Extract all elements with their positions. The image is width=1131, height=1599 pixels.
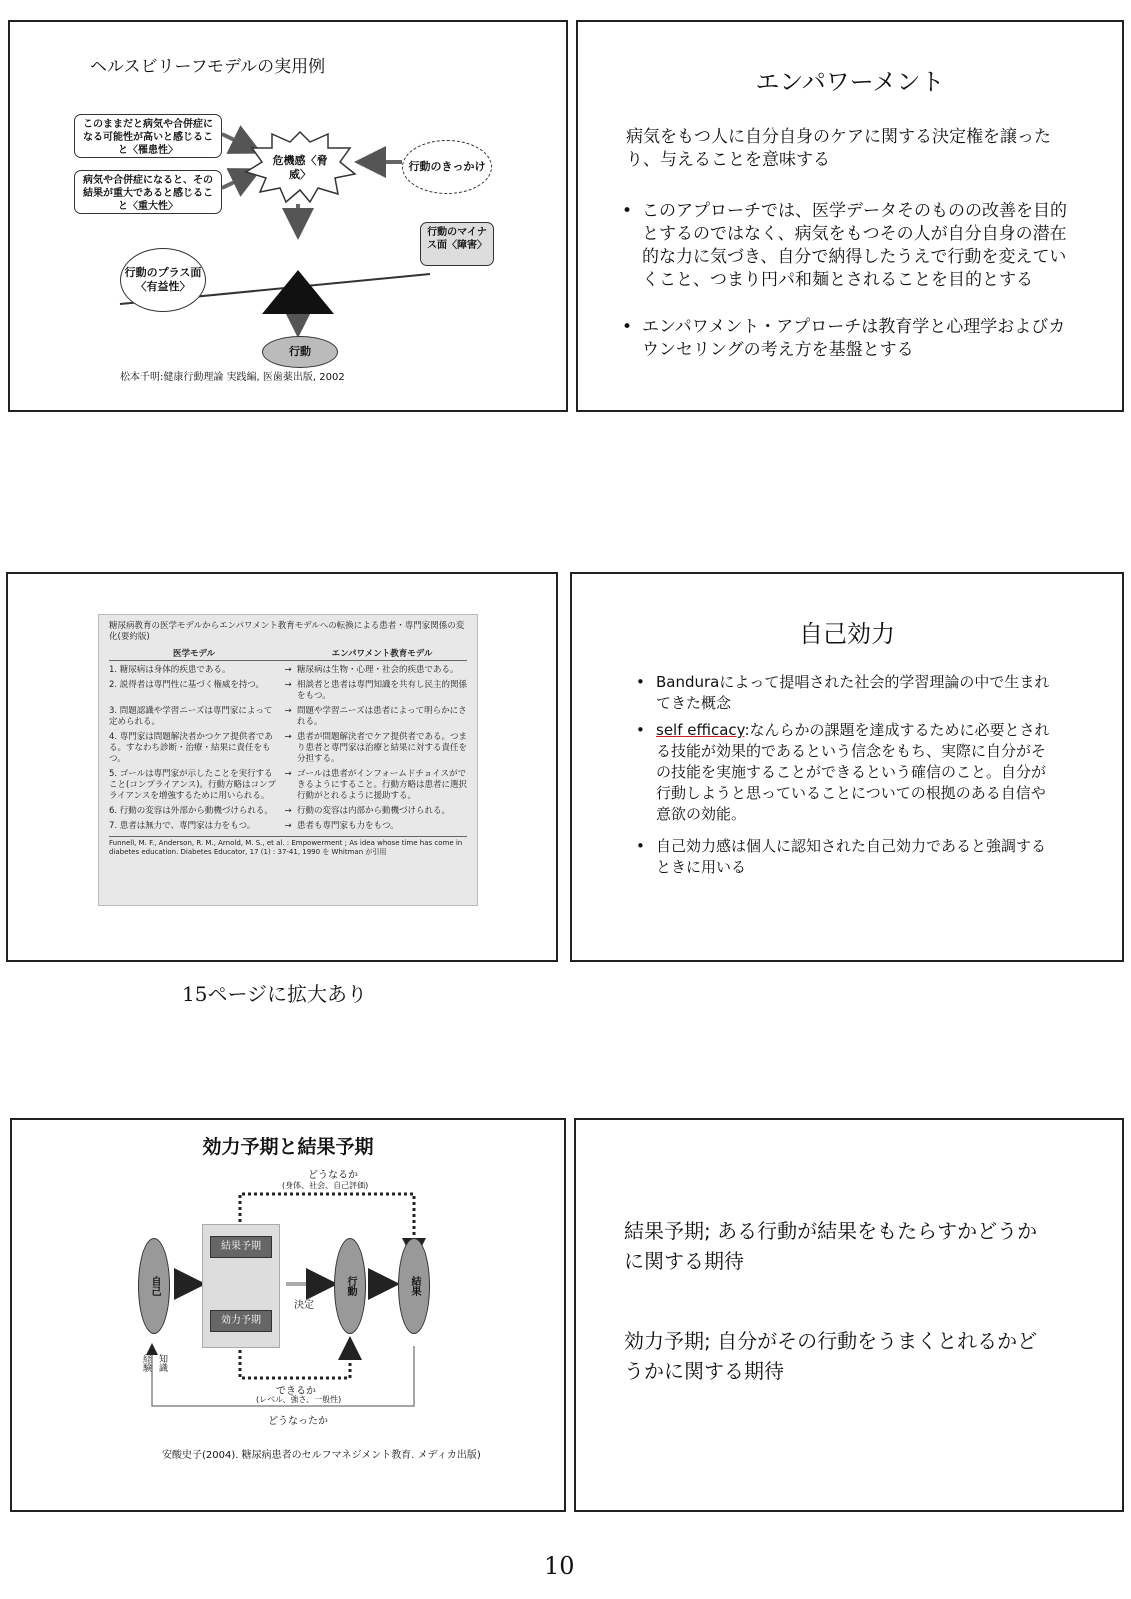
slide-expectation-definitions [574,1118,1124,1512]
table-cell-empowerment: 行動の変容は内部から動機づけられる。 [297,806,451,816]
table-row [109,680,467,702]
slide4-bullet-2 [632,720,1052,825]
slide5-citation: 安酸史子(2004). 糖尿病患者のセルフマネジメント教育. メディカ出版) [162,1450,481,1461]
table-reference: Funnell, M. F., Anderson, R. M., Arnold, M. S., et al. : Empowerment ; As idea whose time has come in diabetes education. Diabetes Educator, 17 (1) : 37-41, 1990 を Whitman が引用 [109,836,467,857]
slide4-title: 自己効力 [799,620,895,648]
slide-efficacy-outcome-diagram [10,1118,566,1512]
barriers-box: 行動のマイナス面〈障害〉 [420,222,494,266]
slide4-bullet-3: • 自己効力感は個人に認知された自己効力であると強調するときに用いる [632,836,1052,878]
table-arrow: → [284,769,292,779]
slide-empowerment [576,20,1124,412]
table-row [109,665,467,676]
decision-label: 決定 [294,1300,314,1311]
severity-box: 病気や合併症になると、その結果が重大であると感じること〈重大性〉 [74,170,222,214]
table-title: 糖尿病教育の医学モデルからエンパワメント教育モデルへの転換による患者・専門家関係の変化(要約版) [109,621,465,642]
table-cell-empowerment: ゴールは患者がインフォームドチョイスができるようにすること。行動方略は患者に選択行動がとれるように援助する。 [297,769,468,801]
efficacy-expectation-definition: 効力予期; 自分がその行動をうまくとれるかどうかに関する期待 [624,1329,1038,1383]
outcome-expectation-box: 結果予期 [210,1236,272,1258]
table-cell-empowerment: 患者も専門家も力をもつ。 [297,821,399,831]
behavior-ellipse: 行動 [334,1238,366,1334]
table-arrow: → [284,680,292,690]
bottom-label: できるか [276,1386,316,1397]
comparison-table [98,614,478,906]
efficacy-expectation-box: 効力予期 [210,1310,272,1332]
benefits-ellipse: 行動のプラス面〈有益性〉 [120,248,206,312]
fulcrum-triangle [262,270,334,314]
slide1-title: ヘルスビリーフモデルの実用例 [90,57,326,77]
threat-label: 危機感〈脅威〉 [272,154,328,181]
table-cell-empowerment: 患者が問題解決者でケア提供者である。つまり患者と専門家は治療と結果に対する責任を分担する。 [297,732,468,764]
table-arrow: → [284,806,292,816]
slide2-title: エンパワーメント [755,68,945,96]
table-row [109,706,467,728]
table-cell-medical: 7. 患者は無力で、専門家は力をもつ。 [109,821,256,831]
table-cell-medical: 5. ゴールは専門家が示したことを実行すること(コンプライアンス)。行動方略はコンプライアンスを増強するために用いられる。 [109,769,277,801]
self-efficacy-term: self efficacy [656,721,745,739]
table-body [109,665,467,832]
cue-ellipse: 行動のきっかけ [402,140,492,194]
action-ellipse: 行動 [262,336,338,368]
table-header: 医学モデル エンパワメント教育モデル [109,649,467,661]
slide2-definition: 病気をもつ人に自分自身のケアに関する決定権を譲ったり、与えることを意味する [626,127,1051,170]
table-cell-medical: 6. 行動の変容は外部から動機づけられる。 [109,806,273,816]
slide-model-comparison [6,572,558,962]
table-arrow: → [284,732,292,742]
table-row [109,732,467,765]
table-arrow: → [284,665,292,675]
table-row [109,806,467,817]
top-sub-label: (身体、社会、自己評価) [282,1181,369,1190]
slide4-bullet-1: • Banduraによって提唱された社会的学習理論の中で生まれてきた概念 [632,672,1052,714]
table-cell-empowerment: 相談者と患者は専門知識を共有し民主的関係をもつ。 [297,680,468,701]
self-ellipse: 自己 [138,1238,170,1334]
slide2-bullet-2: • エンパワメント・アプローチは教育学と心理学およびカウンセリングの考え方を基盤とする [618,316,1078,362]
bottom-sub-label: (レベル、強さ、一般性) [256,1395,342,1404]
result-ellipse: 結果 [398,1238,430,1334]
self-efficacy-definition: :なんらかの課題を達成するために必要とされる技能が効果的であるという信念をもち、実際に自分がその技能を実施することができるという確信のこと。自分が行動しようと思っていることについての根拠のある自信や意欲の効能。 [656,721,1050,823]
outcome-expectation-definition: 結果予期; ある行動が結果をもたらすかどうかに関する期待 [624,1219,1038,1273]
slide-self-efficacy [570,572,1124,962]
slide1-citation: 松本千明:健康行動理論 実践編, 医歯薬出版, 2002 [120,372,345,383]
susceptibility-box: このままだと病気や合併症になる可能性が高いと感じること〈罹患性〉 [74,114,222,158]
page-number: 10 [544,1552,575,1580]
slide2-bullet-1: • このアプローチでは、医学データそのものの改善を目的とするのではなく、病気をもつその人が自分自身の潜在的な力に気づき、自分で納得したうえで行動を変えていくこと、つまり円パ和麺とされることを目的とする [618,200,1078,292]
table-row [109,769,467,802]
slide5-title: 効力予期と結果予期 [202,1136,374,1158]
knowledge-label: 知識 [157,1354,167,1372]
table-cell-empowerment: 問題や学習ニーズは患者によって明らかにされる。 [297,706,467,727]
experience-label: 経験 [141,1354,151,1372]
table-arrow: → [284,821,292,831]
table-cell-empowerment: 糖尿病は生物・心理・社会的疾患である。 [297,665,459,675]
top-label: どうなるか [308,1170,358,1181]
bottom-label-2: どうなったか [268,1416,328,1427]
table-arrow: → [284,706,292,716]
table-cell-medical: 1. 糖尿病は身体的疾患である。 [109,665,231,675]
table-row [109,821,467,832]
slide-health-belief-model [8,20,568,412]
table-cell-medical: 2. 説得者は専門性に基づく権威を持つ。 [109,680,264,690]
table-cell-medical: 4. 専門家は問題解決者かつケア提供者である。すなわち診断・治療・結果に責任をもつ。 [109,732,273,764]
enlarged-caption: 15ページに拡大あり [182,982,368,1006]
table-cell-medical: 3. 問題認識や学習ニーズは専門家によって定められる。 [109,706,273,727]
